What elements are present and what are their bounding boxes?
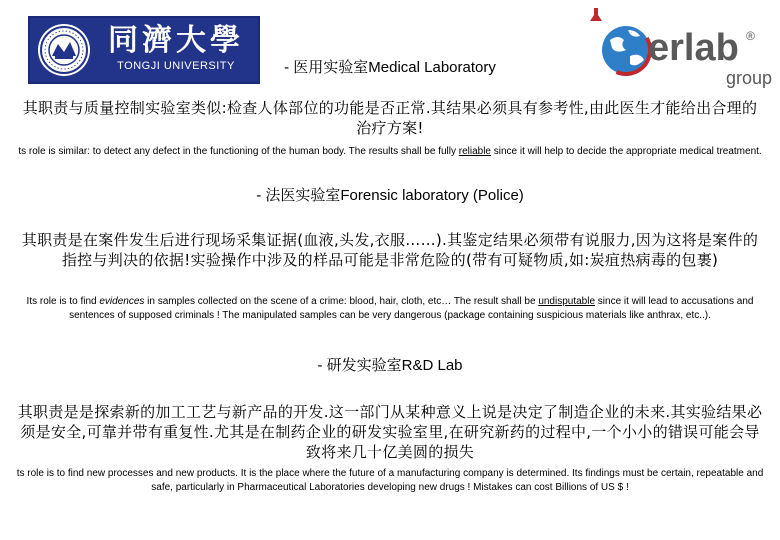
erlab-tagline: group (726, 68, 772, 88)
forensic-lab-cn-text: 其职责是在案件发生后进行现场采集证据(血液,头发,衣服……).其鉴定结果必须带有说服力,因为这将是案件的指控与判决的依据!实验操作中涉及的样品可能是非常危险的(带有可疑物质,如:炭疽热病毒的包裹) (21, 231, 759, 269)
rd-lab-cn-text: 其职责是是探索新的加工工艺与新产品的开发.这一部门从某种意义上说是决定了制造企业的未来.其实验结果必须是安全,可靠并带有重复性.尤其是在制药企业的研发实验室里,在研究新药的过程中,一个小小的错误可能会导致将来几十亿美圆的损失 (17, 403, 763, 461)
erlab-logo-graphic (586, 4, 772, 92)
forensic-lab-heading: - 法医实验室Forensic laboratory (Police) (256, 187, 524, 204)
erlab-wordmark: erlab (648, 27, 739, 69)
registered-mark: ® (746, 29, 755, 43)
medical-lab-cn-text: 其职责与质量控制实验室类似:检查人体部位的功能是否正常.其结果必须具有参考性,由此医生才能给出合理的治疗方案! (22, 99, 758, 137)
forensic-lab-en-text: Its role is to find evidences in samples collected on the scene of a crime: blood, hair, cloth, etc… The result shall be undisputable since it will lead to accusations and sentences of supposed criminals ! The manipulated samples can be very dangerous (package containing suspicious materials like anthrax, etc..). (26, 296, 754, 321)
flask-icon (590, 8, 602, 21)
erlab-group-logo (586, 4, 772, 92)
tongji-name-en: TONGJI UNIVERSITY (117, 60, 235, 72)
tongji-name-cn: 同濟大學 (108, 23, 244, 58)
rd-lab-en-text: ts role is to find new processes and new products. It is the place where the future of a manufacturing company is determined. Its findings must be certain, repeatable and safe, particularly in Pharmaceutical Laboratories developing new drugs ! Mistakes can cost Billions of US $ ! (16, 468, 764, 493)
medical-lab-en-text: ts role is similar: to detect any defect in the functioning of the human body. The results shall be fully reliable since it will help to decide the appropriate medical treatment. (18, 146, 762, 157)
medical-lab-heading: - 医用实验室Medical Laboratory (284, 59, 496, 76)
rd-lab-heading: - 研发实验室R&D Lab (317, 357, 463, 374)
